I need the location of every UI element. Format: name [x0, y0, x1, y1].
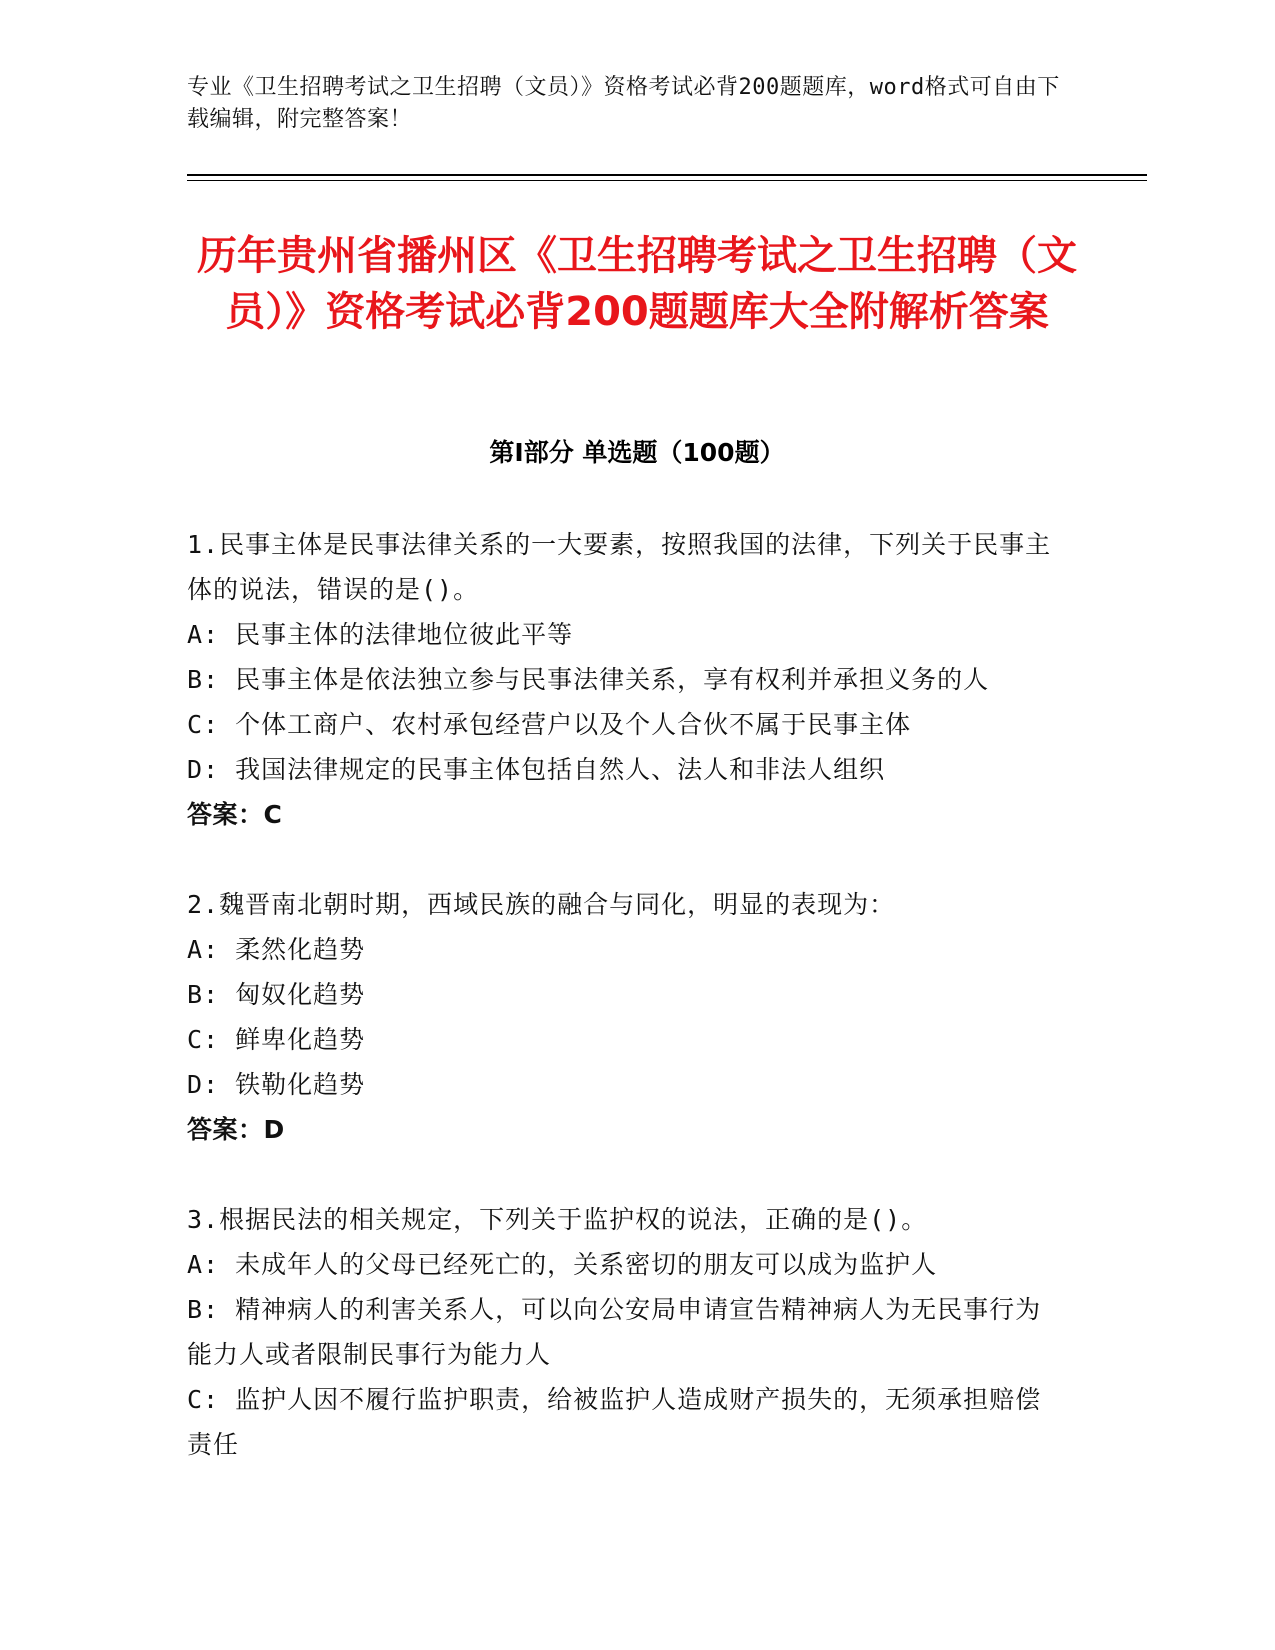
question-text: 3.根据民法的相关规定，下列关于监护权的说法，正确的是()。 [187, 1205, 928, 1234]
question-text: 2.魏晋南北朝时期，西域民族的融合与同化，明显的表现为： [187, 890, 896, 919]
option-a: A: 民事主体的法律地位彼此平等 [187, 620, 574, 649]
question-1 [187, 522, 1067, 837]
question-list [187, 522, 1067, 1467]
header-rule-thick [187, 174, 1147, 176]
option-d: D: 铁勒化趋势 [187, 1070, 366, 1099]
answer: 答案：D [187, 1115, 285, 1144]
option-c: C: 鲜卑化趋势 [187, 1025, 366, 1054]
option-d: D: 我国法律规定的民事主体包括自然人、法人和非法人组织 [187, 755, 886, 784]
section-title: 第Ⅰ部分 单选题（100题） [489, 438, 785, 467]
option-a: A: 未成年人的父母已经死亡的，关系密切的朋友可以成为监护人 [187, 1250, 938, 1279]
question-3 [187, 1197, 1067, 1467]
header-rule-thin [187, 180, 1147, 181]
option-b: B: 民事主体是依法独立参与民事法律关系，享有权利并承担义务的人 [187, 665, 990, 694]
header-note: 专业《卫生招聘考试之卫生招聘（文员）》资格考试必背200题题库，word格式可自由下载编辑，附完整答案！ [187, 75, 1060, 132]
option-c: C: 监护人因不履行监护职责，给被监护人造成财产损失的，无须承担赔偿责任 [187, 1385, 1042, 1459]
option-a: A: 柔然化趋势 [187, 935, 366, 964]
option-b: B: 精神病人的利害关系人，可以向公安局申请宣告精神病人为无民事行为能力人或者限制民事行为能力人 [187, 1295, 1042, 1369]
question-2 [187, 882, 1067, 1152]
question-text: 1.民事主体是民事法律关系的一大要素，按照我国的法律，下列关于民事主体的说法，错误的是()。 [187, 530, 1052, 604]
document-title: 历年贵州省播州区《卫生招聘考试之卫生招聘（文员）》资格考试必背200题题库大全附解析答案 [197, 233, 1077, 335]
option-b: B: 匈奴化趋势 [187, 980, 366, 1009]
option-c: C: 个体工商户、农村承包经营户以及个人合伙不属于民事主体 [187, 710, 912, 739]
answer: 答案：C [187, 800, 283, 829]
